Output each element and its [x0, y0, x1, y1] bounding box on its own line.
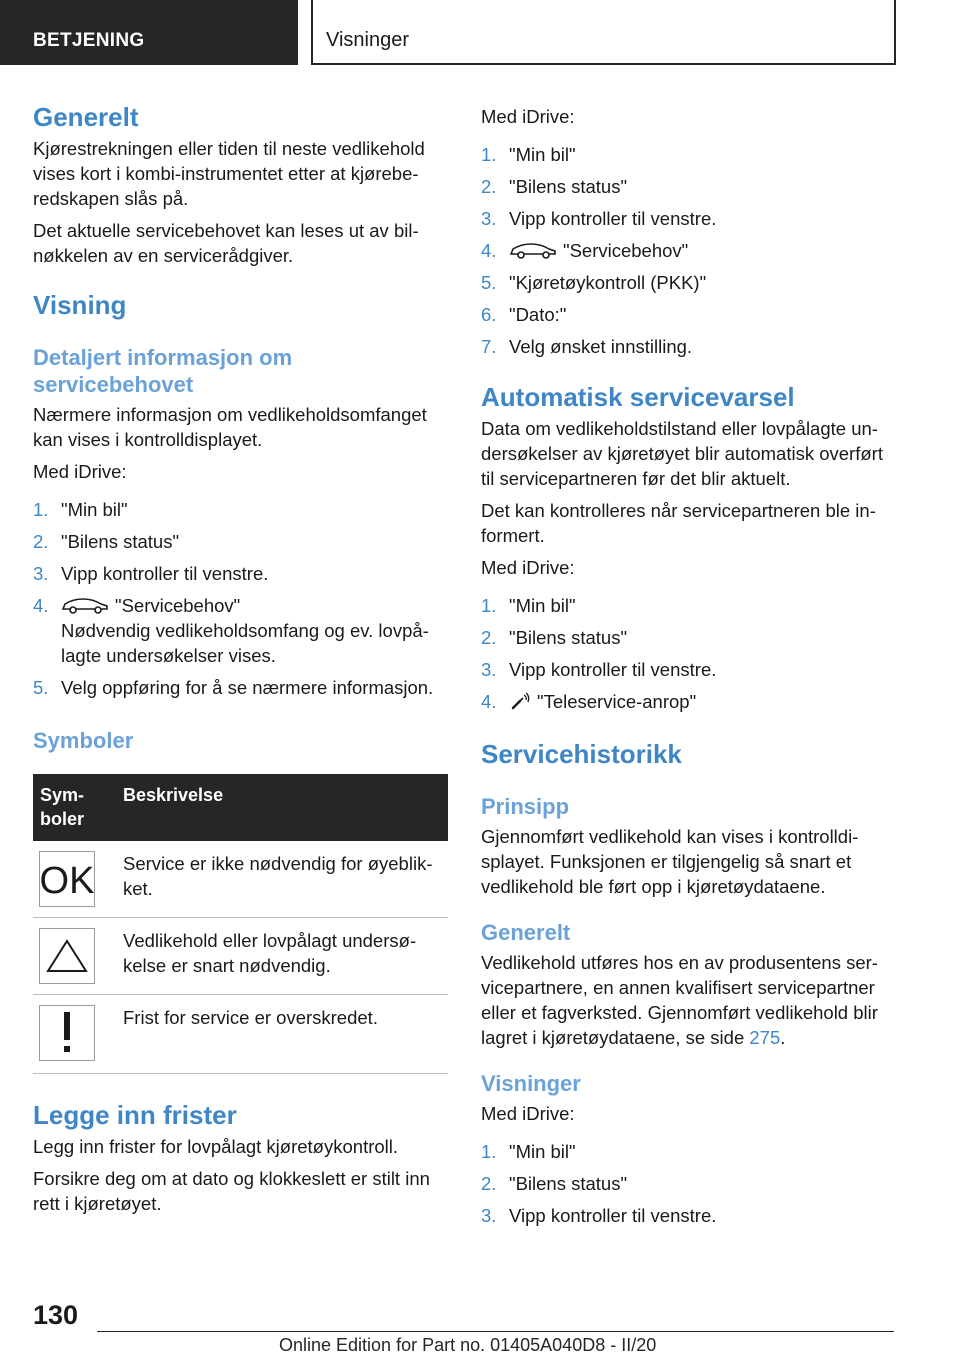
list-item: 4. "Servicebehov" Nødvendig vedlikeholdsomfang og ev. lovpålagte undersøkelser vises. — [33, 595, 429, 666]
list-item: 3. Vipp kontroller til venstre. — [481, 659, 717, 680]
paragraph: Legg inn frister for lovpålagt kjøretøykontroll. — [33, 1136, 399, 1157]
list-item: 5. Velg oppføring for å se nærmere informasjon. — [33, 677, 434, 698]
list-item: 2. "Bilens status" — [481, 176, 628, 197]
svg-text:OK: OK — [40, 860, 94, 899]
left-column — [33, 102, 448, 1216]
paragraph: Forsikre deg om at dato og klokkeslett er stilt inn rett i kjøretøyet. — [33, 1168, 430, 1214]
steps-list — [481, 142, 893, 359]
list-item: 4. "Teleservice-anrop" — [481, 691, 697, 712]
car-service-icon — [509, 241, 557, 259]
list-item: 2. "Bilens status" — [481, 1173, 628, 1194]
heading-visninger: Visninger — [481, 1071, 581, 1096]
heading-prinsipp: Prinsipp — [481, 794, 570, 819]
paragraph: Med iDrive: — [481, 557, 575, 578]
list-item: 1. "Min bil" — [481, 144, 576, 165]
page-link[interactable]: 275 — [749, 1027, 781, 1048]
heading-automatisk-servicevarsel: Automatisk servicevarsel — [481, 382, 795, 412]
heading-symboler: Symboler — [33, 728, 134, 753]
teleservice-wrench-icon — [509, 691, 531, 711]
ok-icon — [39, 851, 95, 907]
heading-servicehistorikk: Servicehistorikk — [481, 739, 682, 769]
paragraph: Det aktuelle servicebehovet kan leses ut av bilnøkkelen av en servicerådgiver. — [33, 220, 419, 266]
paragraph: Med iDrive: — [33, 461, 127, 482]
chapter-tab — [311, 0, 896, 65]
table-row: Frist for service er overskredet. — [33, 995, 448, 1074]
list-item: 3. Vipp kontroller til venstre. — [481, 1205, 717, 1226]
list-item: 2. "Bilens status" — [481, 627, 628, 648]
steps-list — [33, 497, 448, 700]
list-item: 5. "Kjøretøykontroll (PKK)" — [481, 272, 707, 293]
table-row: OK Service er ikke nødvendig for øyeblikket. — [33, 841, 448, 918]
list-item: 3. Vipp kontroller til venstre. — [33, 563, 269, 584]
paragraph: Kjørestrekningen eller tiden til neste vedlikehold vises kort i kombi-instrumentet etter at kjøreberedskapen slås på. — [33, 138, 425, 209]
table-row: Vedlikehold eller lovpålagt undersøkelse er snart nødvendig. — [33, 918, 448, 995]
steps-list — [481, 1139, 893, 1228]
paragraph: Det kan kontrolleres når servicepartneren ble informert. — [481, 500, 876, 546]
section-tab — [0, 0, 298, 65]
car-service-icon — [61, 596, 109, 614]
list-item: 1. "Min bil" — [33, 499, 128, 520]
paragraph: Data om vedlikeholdstilstand eller lovpålagte undersøkelser av kjøretøyet blir automatisk overført til servicepartneren før det blir aktuelt. — [481, 418, 883, 489]
list-item: 3. Vipp kontroller til venstre. — [481, 208, 717, 229]
heading-legge-inn-frister: Legge inn frister — [33, 1100, 237, 1130]
heading-visning: Visning — [33, 290, 127, 320]
table-header: Symboler Beskrivelse — [33, 774, 448, 841]
heading-generelt: Generelt — [33, 102, 139, 132]
footer-divider — [97, 1331, 894, 1332]
paragraph: Gjennomført vedlikehold kan vises i kontrolldisplayet. Funksjonen er tilgjengelig så snart et vedlikehold ble ført opp i kjøretøydataene. — [481, 826, 859, 897]
list-item: 6. "Dato:" — [481, 304, 567, 325]
symbol-table — [33, 774, 448, 1074]
paragraph: Med iDrive: — [481, 106, 575, 127]
list-item: 1. "Min bil" — [481, 595, 576, 616]
paragraph: Nærmere informasjon om vedlikeholdsomfanget kan vises i kontrolldisplayet. — [33, 404, 427, 450]
footer-edition: Online Edition for Part no. 01405A040D8 - II/20 — [279, 1335, 657, 1355]
section-title: BETJENING — [33, 30, 145, 51]
warning-triangle-icon — [39, 928, 95, 984]
paragraph: Med iDrive: — [481, 1103, 575, 1124]
heading-generelt: Generelt — [481, 920, 571, 945]
list-item: 7. Velg ønsket innstilling. — [481, 336, 693, 357]
list-item: 4. "Servicebehov" — [481, 240, 689, 261]
right-column — [481, 104, 893, 1235]
steps-list — [481, 593, 893, 714]
page-number: 130 — [33, 1300, 79, 1330]
chapter-title: Visninger — [326, 29, 410, 51]
heading-detaljert: Detaljert informasjon om servicebehovet — [33, 345, 293, 397]
exclamation-icon — [39, 1005, 95, 1061]
list-item: 1. "Min bil" — [481, 1141, 576, 1162]
list-item: 2. "Bilens status" — [33, 531, 180, 552]
paragraph: Vedlikehold utføres hos en av produsentens servicepartnere, en annen kvalifisert servicepartner eller et fagverksted. Gjennomført vedlikehold blir lagret i kjøretøydataene, se side 275. — [481, 952, 878, 1048]
